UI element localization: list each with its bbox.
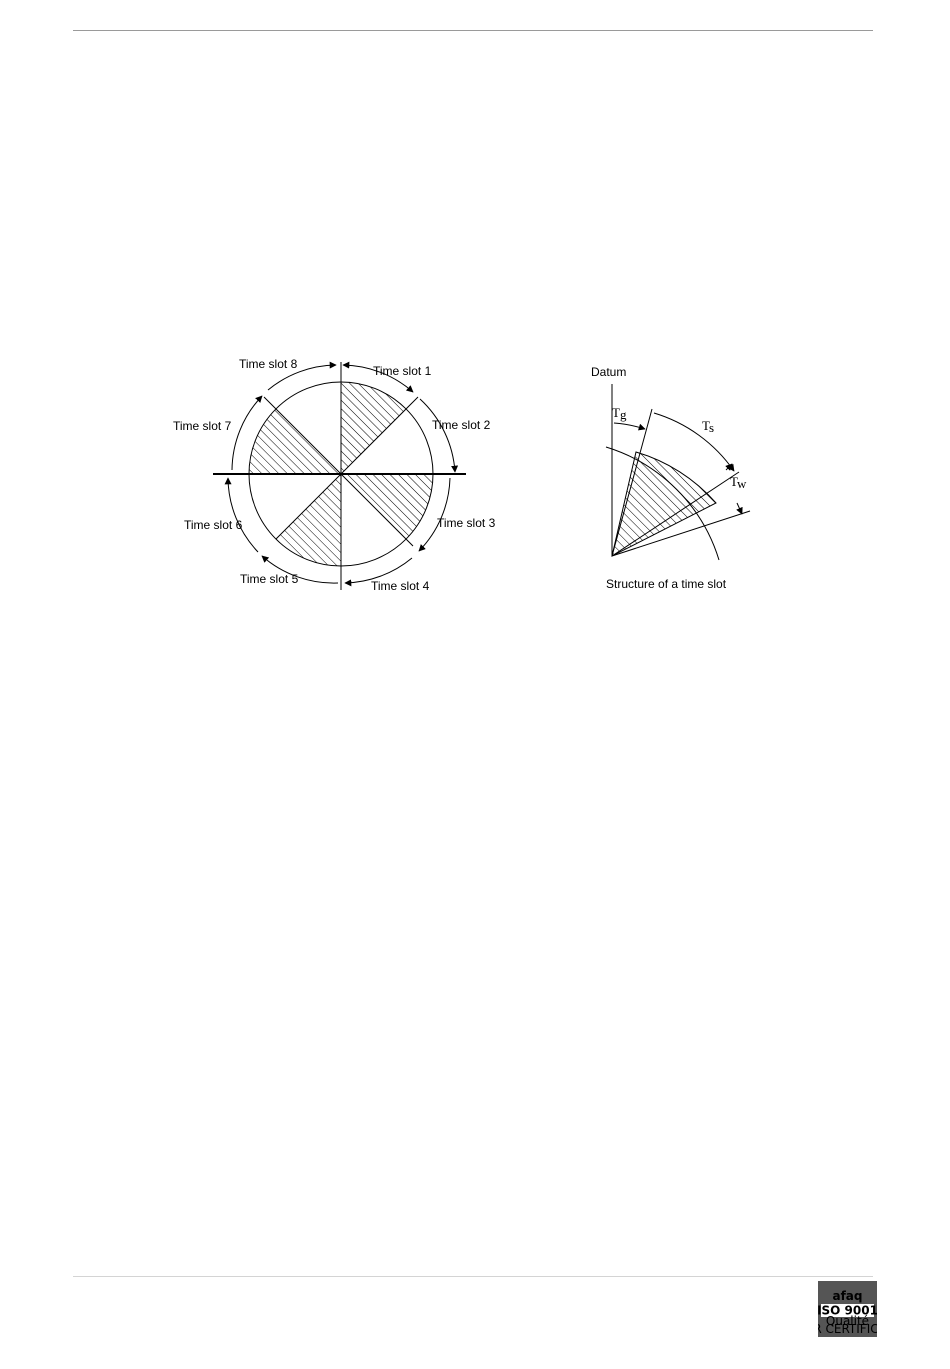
- slot-structure-diagram: [591, 365, 750, 591]
- sector-slot-5: [276, 474, 341, 566]
- logo-quality: Qualité: [825, 1314, 870, 1328]
- ts-label: Ts: [702, 418, 715, 435]
- arc-slot-6: [228, 478, 258, 552]
- label-time-slot-7: Time slot 7: [173, 419, 232, 433]
- datum-label: Datum: [591, 365, 627, 379]
- label-time-slot-4: Time slot 4: [371, 579, 430, 593]
- label-time-slot-3: Time slot 3: [437, 516, 496, 530]
- arrow-tg: [614, 423, 645, 429]
- structure-caption: Structure of a time slot: [606, 577, 727, 591]
- label-time-slot-1: Time slot 1: [373, 364, 432, 378]
- label-time-slot-5: Time slot 5: [240, 572, 299, 586]
- tg-label: Tg: [612, 405, 627, 422]
- label-time-slot-6: Time slot 6: [184, 518, 243, 532]
- time-slot-figure: [0, 0, 950, 640]
- slot-sector: [612, 452, 716, 556]
- arc-slot-2: [420, 399, 455, 472]
- afaq-iso-9001-logo: [818, 1281, 877, 1337]
- logo-brand: afaq: [832, 1289, 863, 1303]
- tw-label: Tw: [730, 474, 747, 491]
- label-time-slot-2: Time slot 2: [432, 418, 491, 432]
- sector-slot-3: [341, 474, 433, 539]
- label-time-slot-8: Time slot 8: [239, 357, 298, 371]
- sector-slot-1: [341, 382, 406, 474]
- sector-slot-7: [249, 409, 341, 474]
- arrow-tw-end: [737, 503, 742, 514]
- logo-standard: ISO 9001: [818, 1303, 877, 1318]
- arrow-ts: [654, 413, 734, 471]
- footer-rule: [73, 1276, 873, 1277]
- slot-circle-diagram: [173, 357, 496, 593]
- logo-org: CERTIFIC: [825, 1322, 877, 1336]
